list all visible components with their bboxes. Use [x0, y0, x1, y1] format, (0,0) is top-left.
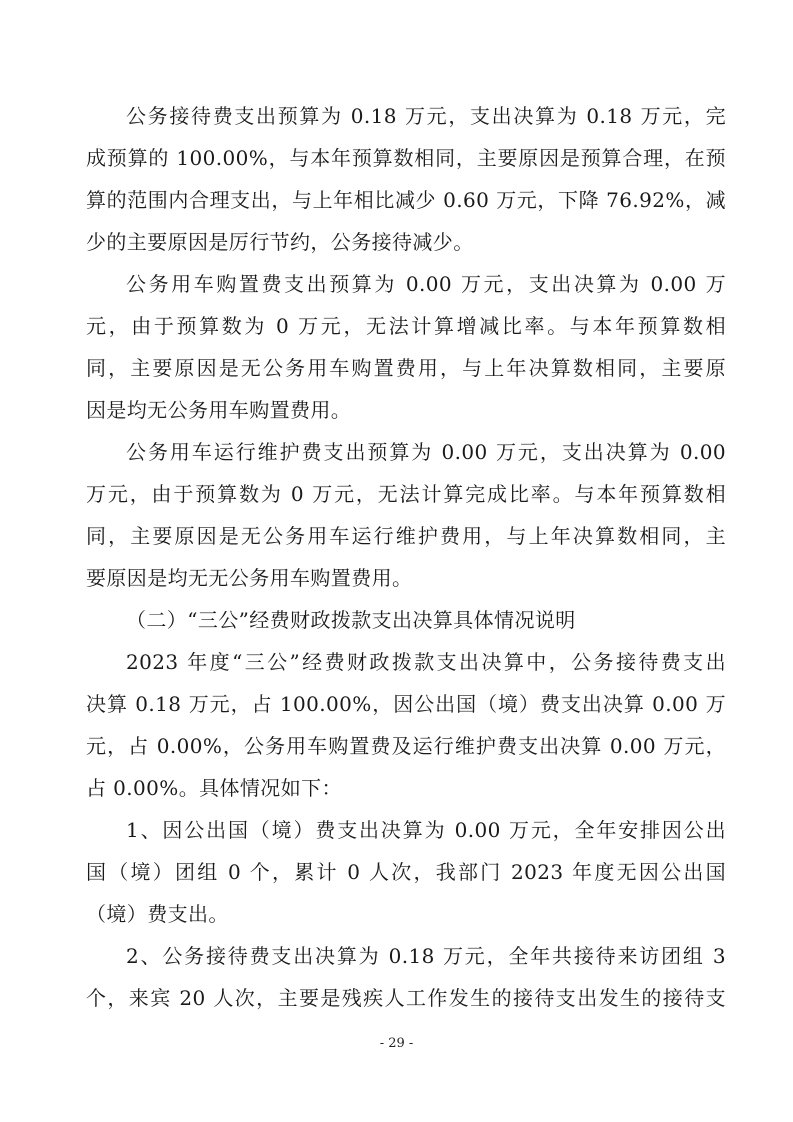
paragraph-line: （境）费支出。	[86, 902, 229, 926]
page-number: - 29 -	[379, 1036, 414, 1051]
paragraph-line: 元，由于预算数为 0 万元，无法计算增减比率。与本年预算数相	[86, 314, 726, 338]
section-heading: （二）“三公”经费财政拨款支出决算具体情况说明	[126, 608, 576, 632]
paragraph-line: 公务接待费支出预算为 0.18 万元，支出决算为 0.18 万元，完	[126, 104, 726, 128]
paragraph-line: 决算 0.18 万元，占 100.00%，因公出国（境）费支出决算 0.00 万	[86, 692, 726, 716]
paragraph-line: 少的主要原因是厉行节约，公务接待减少。	[86, 230, 474, 254]
paragraph-line: 算的范围内合理支出，与上年相比减少 0.60 万元，下降 76.92%，减	[86, 188, 726, 212]
paragraph-line: 1、因公出国（境）费支出决算为 0.00 万元，全年安排因公出	[126, 818, 726, 842]
paragraph-line: 个，来宾 20 人次，主要是残疾人工作发生的接待支出发生的接待支	[86, 986, 726, 1010]
paragraph-line: 万元，由于预算数为 0 万元，无法计算完成比率。与本年预算数相	[86, 482, 726, 506]
paragraph-line: 2023 年度“三公”经费财政拨款支出决算中，公务接待费支出	[126, 650, 726, 674]
paragraph-line: 要原因是均无无公务用车购置费用。	[86, 566, 413, 590]
paragraph-line: 占 0.00%。具体情况如下：	[86, 776, 342, 800]
paragraph-line: 国（境）团组 0 个，累计 0 人次，我部门 2023 年度无因公出国	[86, 860, 726, 884]
paragraph-line: 因是均无公务用车购置费用。	[86, 398, 352, 422]
paragraph-line: 公务用车购置费支出预算为 0.00 万元，支出决算为 0.00 万	[126, 272, 726, 296]
paragraph-line: 同，主要原因是无公务用车购置费用，与上年决算数相同，主要原	[86, 356, 726, 380]
paragraph-line: 同，主要原因是无公务用车运行维护费用，与上年决算数相同，主	[86, 524, 726, 548]
paragraph-line: 成预算的 100.00%，与本年预算数相同，主要原因是预算合理，在预	[86, 146, 726, 170]
paragraph-line: 2、公务接待费支出决算为 0.18 万元，全年共接待来访团组 3	[126, 944, 726, 968]
paragraph-line: 公务用车运行维护费支出预算为 0.00 万元，支出决算为 0.00	[126, 440, 726, 464]
paragraph-line: 元，占 0.00%，公务用车购置费及运行维护费支出决算 0.00 万元，	[86, 734, 726, 758]
